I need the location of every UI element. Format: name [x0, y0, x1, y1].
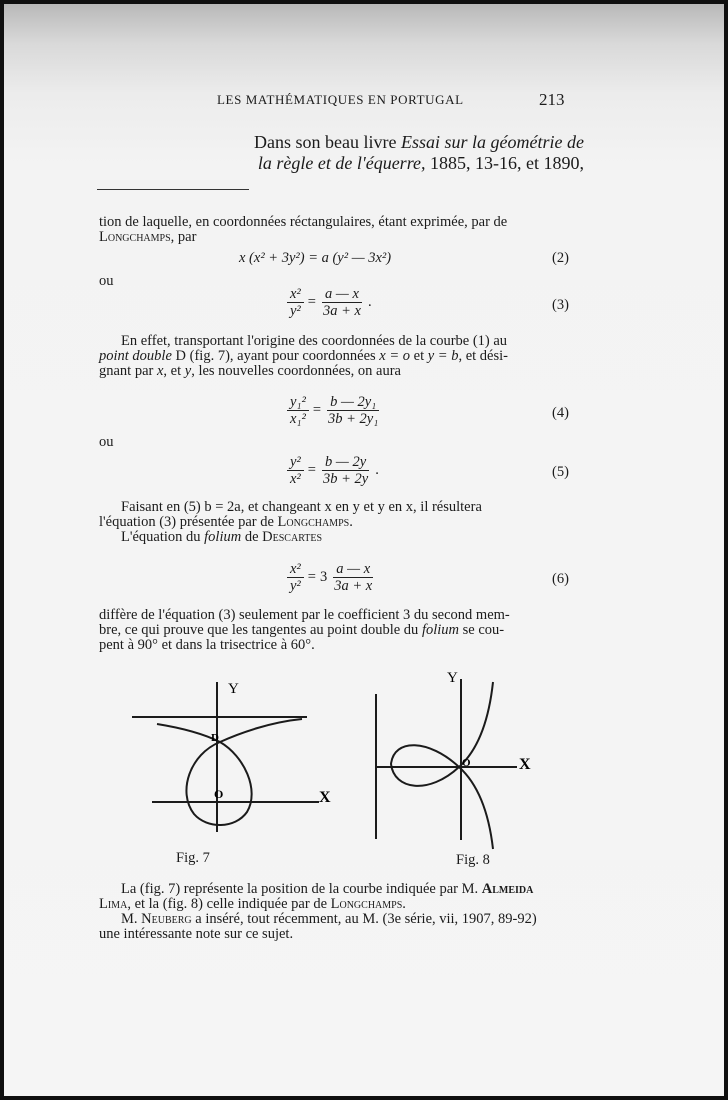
paragraph-3: Faisant en (5) b = 2a, et changeant x en y et y en x, il résultera l'équation (3) présentée par de Longchamps. L'équation du folium de Descartes: [99, 499, 482, 545]
equation-3-number: (3): [552, 297, 569, 313]
equation-4: $\frac{\text{y₁²}}{\text{x₁²}}$ = $\frac{\text{b — 2y₁}}{\text{3b + 2y₁}}$: [287, 394, 381, 427]
equation-2-number: (2): [552, 250, 569, 266]
paragraph-2: En effet, transportant l'origine des coordonnées de la courbe (1) au point double D (fig. 7), ayant pour coordonnées x = o et y = b, et dési- gnant par x, et y, les nouvelles coordonnées, on aura: [99, 333, 508, 379]
book-page: [4, 4, 724, 1096]
equation-5-number: (5): [552, 464, 569, 480]
fig7-o-label: O: [214, 787, 224, 801]
equation-4-number: (4): [552, 405, 569, 421]
paragraph-5: La (fig. 7) représente la position de la courbe indiquée par M. Almeida Lima, et la (fig. 8) celle indiquée par de Longchamps. M. Neuberg a inséré, tout récemment, au M. (3e série, vii, 1907, 89-92) une intéressante note sur ce sujet.: [99, 881, 537, 942]
fig7-folium-loop: [186, 742, 251, 825]
footnote-rule: [97, 189, 249, 190]
fig8-y-label: Y: [447, 670, 458, 686]
fig7-d-label: D: [211, 732, 219, 744]
paragraph-4: diffère de l'équation (3) seulement par le coefficient 3 du second mem- bre, ce qui prouve que les tangentes au point double du folium se cou- pent à 90° et dans la trisectrice à 60°.: [99, 607, 510, 653]
fig8-o-label: O: [462, 757, 471, 769]
equation-2: x (x² + 3y²) = a (y² — 3x²): [239, 250, 392, 266]
equation-3: $\frac{\text{x²}}{\text{y²}}$ = $\frac{a — x}{3a + x}$ .: [287, 286, 372, 319]
running-head: LES MATHÉMATIQUES EN PORTUGAL: [217, 92, 464, 107]
fig8-x-label: X: [519, 756, 531, 773]
figure-7: [132, 672, 332, 834]
figure-8: [369, 664, 549, 854]
page-number: 213: [539, 90, 565, 109]
intro-line-1: Dans son beau livre Essai sur la géométrie de: [254, 132, 584, 152]
fig8-loop: [391, 745, 459, 786]
fig8-caption: Fig. 8: [456, 852, 490, 868]
equation-5: $\frac{\text{y²}}{\text{x²}}$ = $\frac{b — 2y}{3b + 2y}$ .: [287, 454, 379, 487]
fig7-y-label: Y: [228, 681, 239, 697]
fig7-folium-branches: [157, 719, 302, 742]
ou-1: ou: [99, 273, 114, 289]
paragraph-1: tion de laquelle, en coordonnées réctangulaires, étant exprimée, par de Longchamps, par: [99, 214, 508, 245]
fig7-x-label: X: [319, 789, 331, 806]
equation-6-number: (6): [552, 571, 569, 587]
equation-6: $\frac{\text{x²}}{\text{y²}}$ = 3 $\frac{a — x}{3a + x}$: [287, 561, 375, 594]
ou-2: ou: [99, 434, 114, 450]
fig7-caption: Fig. 7: [176, 850, 210, 866]
intro-line-2: la règle et de l'équerre, 1885, 13-16, et 1890,: [257, 153, 584, 173]
